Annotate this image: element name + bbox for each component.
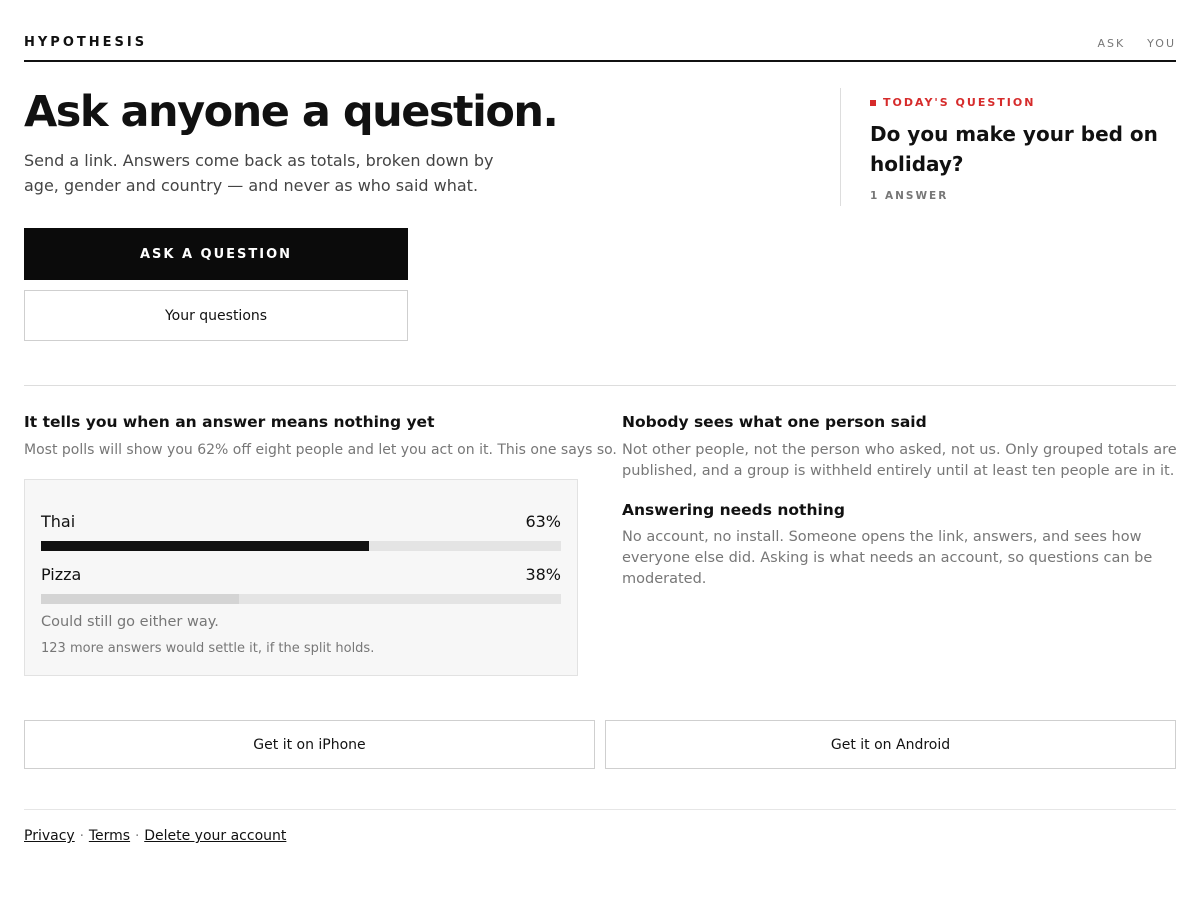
- footer-divider: [24, 809, 1176, 810]
- answer-count: 1 ANSWER: [870, 190, 949, 202]
- todays-question-text[interactable]: Do you make your bed on holiday?: [870, 122, 1158, 176]
- poll-option: [41, 512, 561, 551]
- poll-bar-track: [41, 541, 561, 551]
- feature-body-meaning: Most polls will show you 62% off eight people and let you act on it. This one says so.: [24, 442, 617, 458]
- todays-question-tag: [870, 96, 1176, 109]
- footer: [24, 828, 286, 844]
- feature-title-answering: Answering needs nothing: [622, 501, 845, 519]
- get-iphone-button[interactable]: Get it on iPhone: [24, 720, 595, 769]
- brand-logo[interactable]: HYPOTHESIS: [24, 35, 148, 50]
- todays-question-label: TODAY'S QUESTION: [883, 96, 1036, 109]
- poll-option-label: Thai: [41, 512, 76, 531]
- section-divider: [24, 385, 1176, 386]
- hero-title: Ask anyone a question.: [24, 87, 558, 137]
- ask-question-button[interactable]: ASK A QUESTION: [24, 228, 408, 280]
- poll-verdict: Could still go either way.: [41, 614, 219, 630]
- feature-title-privacy: Nobody sees what one person said: [622, 413, 927, 431]
- poll-option-percent: 38%: [525, 565, 561, 584]
- poll-option: [41, 565, 561, 604]
- your-questions-button[interactable]: Your questions: [24, 290, 408, 341]
- privacy-link[interactable]: Privacy: [24, 828, 75, 844]
- delete-account-link[interactable]: Delete your account: [144, 828, 287, 844]
- get-android-button[interactable]: Get it on Android: [605, 720, 1176, 769]
- feature-title-meaning: It tells you when an answer means nothing yet: [24, 413, 435, 431]
- feature-body-answering: No account, no install. Someone opens the link, answers, and sees how everyone else did. Asking is what needs an account, so questions can be moderated.: [622, 529, 1153, 587]
- poll-bar-fill: [41, 541, 369, 551]
- poll-note: 123 more answers would settle it, if the split holds.: [41, 641, 375, 656]
- top-bar: [24, 0, 1176, 62]
- footer-separator: ·: [135, 829, 140, 844]
- red-square-icon: [870, 100, 876, 106]
- top-nav: [1097, 37, 1176, 50]
- poll-bar-fill: [41, 594, 239, 604]
- footer-separator: ·: [79, 829, 84, 844]
- hero-subtitle: Send a link. Answers come back as totals, broken down by age, gender and country — and never as who said what.: [24, 151, 494, 195]
- feature-body-privacy: Not other people, not the person who asked, not us. Only grouped totals are published, and a group is withheld entirely until at least ten people are in it.: [622, 442, 1177, 479]
- nav-you[interactable]: YOU: [1147, 37, 1176, 50]
- terms-link[interactable]: Terms: [88, 828, 131, 844]
- poll-bar-track: [41, 594, 561, 604]
- poll-option-percent: 63%: [525, 512, 561, 531]
- demo-poll-card: [24, 479, 578, 676]
- poll-option-label: Pizza: [41, 565, 82, 584]
- nav-ask[interactable]: ASK: [1097, 37, 1126, 50]
- todays-question-panel: [840, 88, 1176, 206]
